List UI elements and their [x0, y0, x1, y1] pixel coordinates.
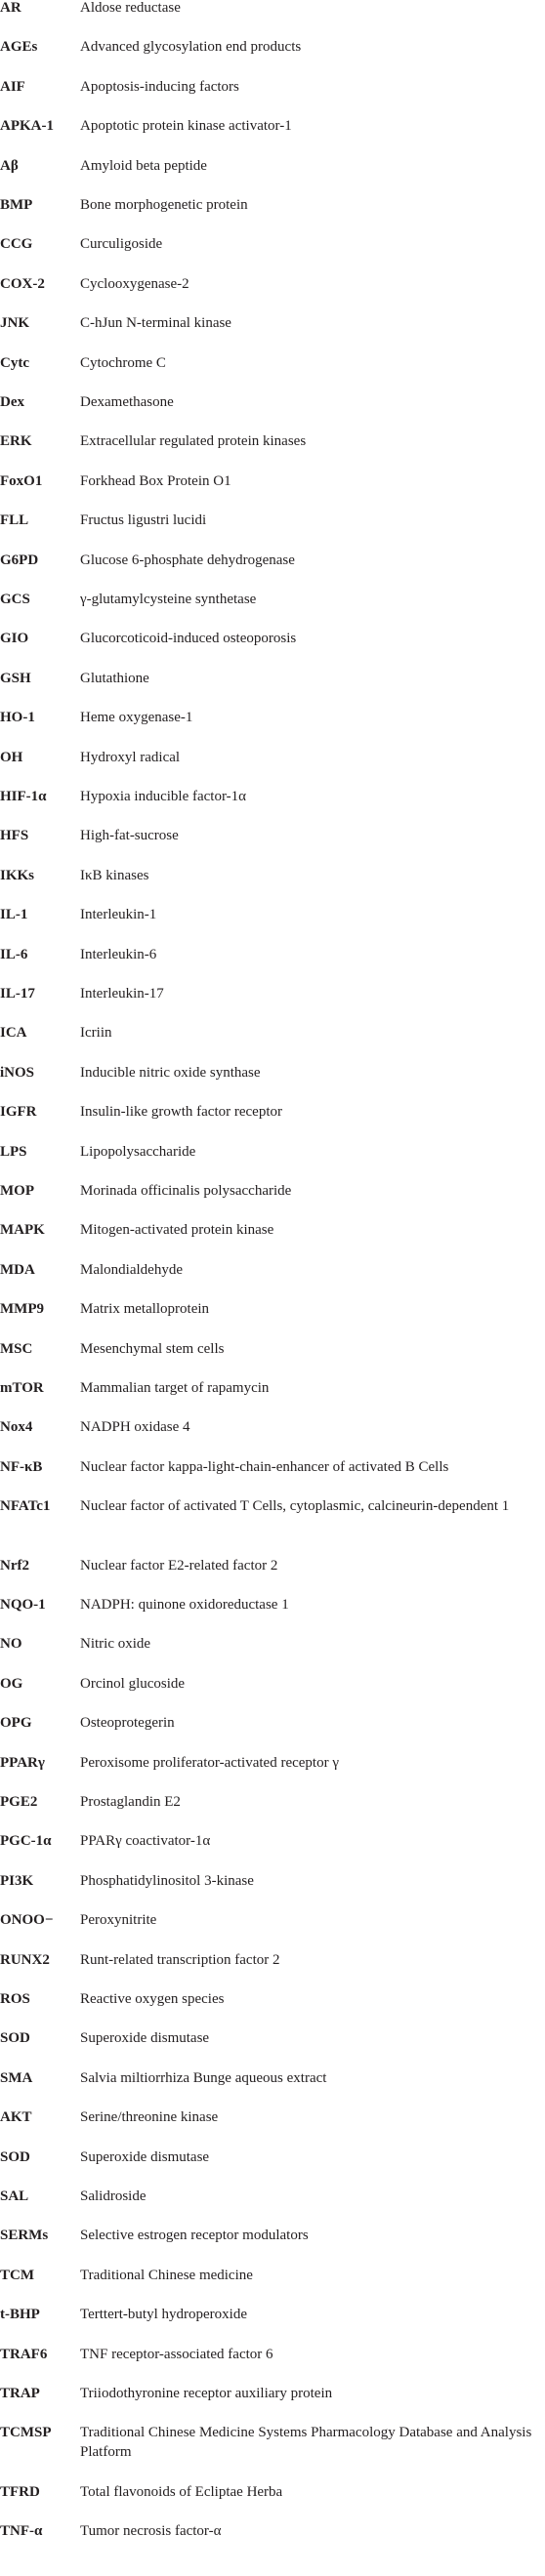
abbreviation-definition: Nuclear factor of activated T Cells, cytoplasmic, calcineurin-dependent 1: [80, 1498, 510, 1515]
abbreviation-row: [0, 1910, 545, 1930]
abbreviation-definition: Selective estrogen receptor modulators: [80, 2228, 309, 2244]
abbreviation-definition: Nitric oxide: [80, 1636, 151, 1653]
abbreviation-row: [0, 2028, 545, 2048]
abbreviation-term: MDA: [0, 1261, 35, 1278]
abbreviation-definition: Aldose reductase: [80, 0, 181, 16]
abbreviation-row: [0, 1220, 545, 1240]
abbreviation-row: [0, 116, 545, 136]
abbreviation-term: NQO-1: [0, 1597, 46, 1613]
abbreviation-definition: Nuclear factor kappa-light-chain-enhancer of activated B Cells: [80, 1458, 449, 1475]
abbreviation-definition: Glucorcoticoid-induced osteoporosis: [80, 631, 297, 647]
abbreviation-definition: Phosphatidylinositol 3-kinase: [80, 1872, 254, 1889]
abbreviation-definition: NADPH: quinone oxidoreductase 1: [80, 1597, 289, 1613]
abbreviation-definition: Serine/threonine kinase: [80, 2109, 219, 2126]
abbreviation-term: MAPK: [0, 1222, 45, 1239]
abbreviation-row: [0, 708, 545, 727]
abbreviation-definition: Hypoxia inducible factor-1α: [80, 789, 247, 804]
abbreviation-row: [0, 2305, 545, 2324]
abbreviation-row: [0, 1674, 545, 1694]
abbreviation-term: Nrf2: [0, 1557, 29, 1574]
abbreviation-definition: Terttert-butyl hydroperoxide: [80, 2307, 247, 2323]
abbreviation-row: [0, 274, 545, 294]
abbreviation-definition: Runt-related transcription factor 2: [80, 1951, 280, 1968]
abbreviation-row: [0, 2423, 545, 2462]
abbreviation-definition: Extracellular regulated protein kinases: [80, 433, 307, 450]
abbreviation-term: SOD: [0, 2148, 30, 2165]
abbreviation-definition: IκB kinases: [80, 867, 149, 883]
abbreviation-definition: Superoxide dismutase: [80, 2148, 210, 2165]
abbreviation-row: [0, 1556, 545, 1575]
abbreviation-term: t-BHP: [0, 2307, 40, 2323]
abbreviation-term: AKT: [0, 2109, 32, 2126]
abbreviation-definition: Peroxynitrite: [80, 1912, 157, 1929]
abbreviation-definition: Glucose 6-phosphate dehydrogenase: [80, 552, 295, 568]
abbreviation-row: [0, 787, 545, 806]
abbreviation-definition: Interleukin-6: [80, 946, 157, 962]
abbreviation-term: TNF-α: [0, 2523, 43, 2540]
abbreviation-term: SAL: [0, 2188, 29, 2204]
abbreviation-definition: Morinada officinalis polysaccharide: [80, 1183, 292, 1199]
abbreviation-definition: Triiodothyronine receptor auxiliary protein: [80, 2386, 333, 2401]
abbreviation-row: [0, 2068, 545, 2088]
abbreviation-row: [0, 195, 545, 215]
abbreviation-term: CCG: [0, 236, 33, 253]
abbreviation-row: [0, 1753, 545, 1773]
abbreviation-row: [0, 2107, 545, 2127]
abbreviation-definition: Tumor necrosis factor-α: [80, 2523, 222, 2540]
abbreviation-row: [0, 0, 545, 18]
abbreviation-definition: PPARγ coactivator-1α: [80, 1833, 211, 1850]
abbreviation-row: [0, 431, 545, 451]
abbreviation-row: [0, 1102, 545, 1122]
abbreviation-term: AGEs: [0, 39, 38, 56]
abbreviation-row: [0, 2345, 545, 2364]
abbreviation-row: [0, 1023, 545, 1043]
abbreviation-term: OG: [0, 1675, 23, 1692]
abbreviation-row: [0, 1989, 545, 2009]
abbreviation-row: [0, 1595, 545, 1615]
abbreviation-term: TRAF6: [0, 2346, 48, 2362]
abbreviation-definition: NADPH oxidase 4: [80, 1419, 190, 1436]
abbreviation-term: G6PD: [0, 552, 39, 568]
abbreviation-definition: Peroxisome proliferator-activated receptor γ: [80, 1754, 339, 1771]
abbreviation-term: SERMs: [0, 2228, 49, 2244]
abbreviation-definition: Prostaglandin E2: [80, 1794, 181, 1810]
abbreviation-row: [0, 2266, 545, 2285]
abbreviation-row: [0, 1634, 545, 1654]
abbreviation-term: HIF-1α: [0, 789, 47, 804]
abbreviation-term: PI3K: [0, 1872, 34, 1889]
abbreviation-term: Aβ: [0, 157, 19, 174]
abbreviation-definition: Salvia miltiorrhiza Bunge aqueous extract: [80, 2069, 327, 2086]
abbreviation-row: [0, 2147, 545, 2167]
abbreviation-term: GCS: [0, 592, 30, 607]
abbreviation-definition: Mammalian target of rapamycin: [80, 1380, 270, 1396]
abbreviation-row: [0, 313, 545, 333]
abbreviation-term: MMP9: [0, 1301, 44, 1318]
abbreviation-row: [0, 511, 545, 530]
abbreviation-term: Dex: [0, 394, 24, 410]
abbreviation-term: FLL: [0, 512, 29, 529]
abbreviation-definition: Glutathione: [80, 670, 149, 686]
abbreviation-term: IKKs: [0, 867, 35, 883]
abbreviation-term: JNK: [0, 315, 29, 332]
abbreviation-row: [0, 353, 545, 373]
abbreviation-row: [0, 1142, 545, 1162]
abbreviation-definition: Superoxide dismutase: [80, 2030, 210, 2047]
abbreviation-definition: Nuclear factor E2-related factor 2: [80, 1557, 278, 1574]
abbreviation-term: TFRD: [0, 2483, 40, 2500]
abbreviation-row: [0, 1713, 545, 1733]
abbreviation-term: TCMSP: [0, 2425, 52, 2441]
abbreviation-definition: Matrix metalloprotein: [80, 1301, 210, 1318]
abbreviation-term: Cytc: [0, 354, 29, 371]
abbreviation-row: [0, 471, 545, 491]
abbreviation-row: [0, 1950, 545, 1970]
abbreviation-row: [0, 2384, 545, 2403]
abbreviation-definition: Bone morphogenetic protein: [80, 197, 248, 213]
abbreviation-definition: γ-glutamylcysteine synthetase: [80, 592, 257, 607]
abbreviation-definition: Interleukin-1: [80, 907, 157, 923]
abbreviation-term: MSC: [0, 1340, 33, 1357]
abbreviation-definition: High-fat-sucrose: [80, 828, 179, 844]
abbreviation-definition: Amyloid beta peptide: [80, 157, 207, 174]
abbreviation-term: LPS: [0, 1143, 27, 1160]
abbreviation-definition: Curculigoside: [80, 236, 163, 253]
abbreviation-row: [0, 234, 545, 254]
abbreviation-term: PGE2: [0, 1794, 38, 1810]
abbreviation-term: GIO: [0, 631, 29, 647]
abbreviation-definition: Salidroside: [80, 2188, 147, 2204]
abbreviation-definition: Orcinol glucoside: [80, 1675, 186, 1692]
abbreviation-definition: Mesenchymal stem cells: [80, 1340, 225, 1357]
abbreviation-term: OH: [0, 749, 23, 765]
abbreviation-term: Nox4: [0, 1419, 33, 1436]
abbreviation-term: ICA: [0, 1025, 27, 1042]
abbreviation-term: TRAP: [0, 2386, 40, 2401]
abbreviation-term: NF-κB: [0, 1458, 43, 1475]
abbreviation-definition: TNF receptor-associated factor 6: [80, 2346, 273, 2362]
abbreviation-term: OPG: [0, 1715, 32, 1732]
abbreviation-definition: C-hJun N-terminal kinase: [80, 315, 231, 332]
abbreviation-row: [0, 590, 545, 609]
abbreviation-row: [0, 156, 545, 176]
abbreviation-term: PPARγ: [0, 1754, 45, 1771]
abbreviation-row: [0, 2482, 545, 2502]
abbreviation-row: [0, 748, 545, 767]
abbreviation-term: GSH: [0, 670, 31, 686]
abbreviation-definition: Osteoprotegerin: [80, 1715, 175, 1732]
abbreviation-row: [0, 1417, 545, 1437]
abbreviation-definition: Traditional Chinese Medicine Systems Pharmacology Database and Analysis Platform: [80, 2425, 532, 2461]
abbreviation-row: [0, 905, 545, 924]
abbreviation-row: [0, 37, 545, 57]
abbreviation-definition: Malondialdehyde: [80, 1261, 183, 1278]
abbreviation-definition: Apoptotic protein kinase activator-1: [80, 118, 292, 135]
abbreviation-term: NFATc1: [0, 1498, 51, 1515]
abbreviation-definition: Advanced glycosylation end products: [80, 39, 302, 56]
abbreviation-definition: Interleukin-17: [80, 986, 164, 1002]
abbreviation-term: NO: [0, 1636, 22, 1653]
abbreviation-definition: Dexamethasone: [80, 394, 174, 410]
abbreviation-term: mTOR: [0, 1380, 44, 1396]
abbreviation-row: [0, 1260, 545, 1280]
abbreviation-term: COX-2: [0, 275, 45, 292]
abbreviation-term: AIF: [0, 78, 25, 95]
abbreviation-term: ONOO−: [0, 1912, 54, 1929]
abbreviation-row: [0, 2187, 545, 2206]
abbreviation-term: FoxO1: [0, 472, 43, 489]
abbreviation-term: ERK: [0, 433, 32, 450]
abbreviation-definition: Cytochrome C: [80, 354, 166, 371]
abbreviation-term: HFS: [0, 828, 29, 844]
abbreviation-row: [0, 1496, 545, 1516]
abbreviation-term: ROS: [0, 1991, 30, 2007]
abbreviation-definition: Icriin: [80, 1025, 112, 1042]
abbreviation-term: IL-6: [0, 946, 28, 962]
abbreviation-row: [0, 826, 545, 845]
abbreviation-row: [0, 392, 545, 412]
abbreviation-definition: Mitogen-activated protein kinase: [80, 1222, 274, 1239]
abbreviation-definition: Reactive oxygen species: [80, 1991, 225, 2007]
abbreviation-definition: Heme oxygenase-1: [80, 710, 193, 726]
abbreviation-term: IL-17: [0, 986, 35, 1002]
abbreviation-term: SMA: [0, 2069, 33, 2086]
abbreviation-definition: Lipopolysaccharide: [80, 1143, 196, 1160]
abbreviation-definition: Apoptosis-inducing factors: [80, 78, 239, 95]
abbreviation-term: RUNX2: [0, 1951, 50, 1968]
abbreviation-row: [0, 1871, 545, 1891]
abbreviation-row: [0, 984, 545, 1003]
abbreviation-row: [0, 2226, 545, 2245]
abbreviation-row: [0, 1339, 545, 1359]
abbreviation-row: [0, 551, 545, 570]
abbreviation-term: AR: [0, 0, 21, 16]
abbreviation-row: [0, 945, 545, 964]
abbreviation-row: [0, 1378, 545, 1398]
abbreviation-term: SOD: [0, 2030, 30, 2047]
abbreviation-row: [0, 2521, 545, 2541]
abbreviation-term: IGFR: [0, 1104, 37, 1121]
abbreviation-definition: Forkhead Box Protein O1: [80, 472, 231, 489]
abbreviation-definition: Inducible nitric oxide synthase: [80, 1064, 261, 1081]
abbreviation-definition: Insulin-like growth factor receptor: [80, 1104, 283, 1121]
abbreviation-row: [0, 1299, 545, 1319]
abbreviation-term: BMP: [0, 197, 33, 213]
abbreviation-row: [0, 1063, 545, 1083]
abbreviation-term: HO-1: [0, 710, 35, 726]
abbreviation-row: [0, 629, 545, 648]
abbreviation-term: MOP: [0, 1183, 34, 1199]
abbreviation-definition: Fructus ligustri lucidi: [80, 512, 207, 529]
abbreviation-definition: Total flavonoids of Ecliptae Herba: [80, 2483, 283, 2500]
abbreviation-term: IL-1: [0, 907, 28, 923]
abbreviation-definition: Traditional Chinese medicine: [80, 2267, 253, 2283]
abbreviation-row: [0, 1792, 545, 1812]
abbreviation-definition: Cyclooxygenase-2: [80, 275, 189, 292]
abbreviation-row: [0, 77, 545, 97]
abbreviation-row: [0, 866, 545, 885]
abbreviation-row: [0, 1457, 545, 1477]
abbreviation-term: iNOS: [0, 1064, 35, 1081]
abbreviation-row: [0, 1181, 545, 1201]
abbreviation-row: [0, 1831, 545, 1851]
abbreviation-term: PGC-1α: [0, 1833, 52, 1850]
abbreviation-term: APKA-1: [0, 118, 54, 135]
abbreviation-row: [0, 669, 545, 688]
abbreviation-definition: Hydroxyl radical: [80, 749, 181, 765]
abbreviation-term: TCM: [0, 2267, 34, 2283]
